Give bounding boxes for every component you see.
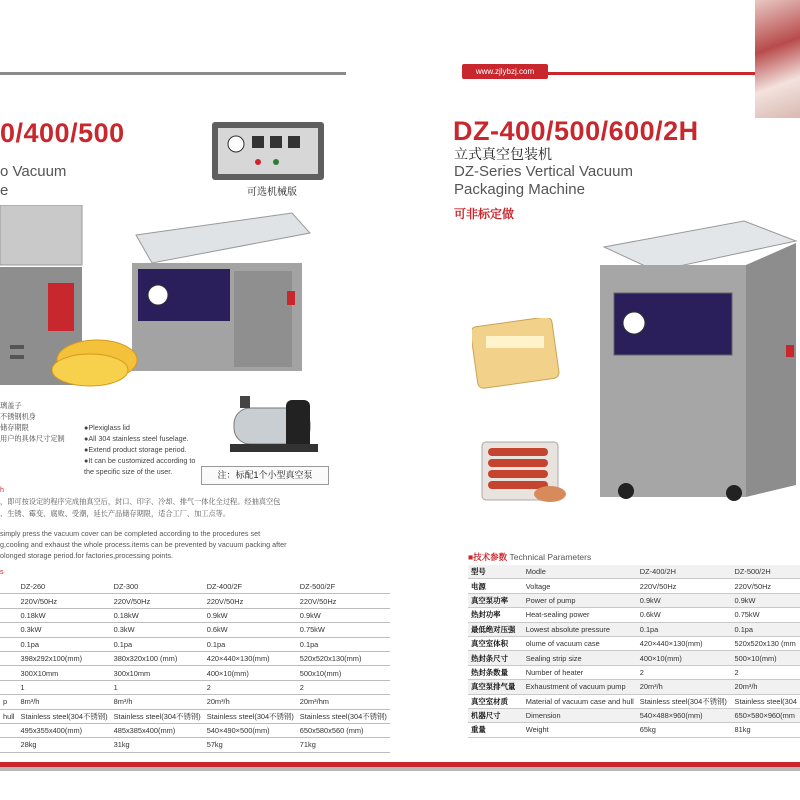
table-cell bbox=[0, 608, 18, 622]
table-row bbox=[468, 651, 800, 665]
right-cn-title: 立式真空包装机 bbox=[454, 146, 552, 162]
table-cell bbox=[0, 651, 18, 665]
left-model-title: 0/400/500 bbox=[0, 118, 125, 148]
table-cell: 220V/50Hz bbox=[637, 579, 732, 593]
right-spec-table bbox=[468, 565, 800, 738]
table-cell: 真空泵排气量 bbox=[468, 680, 523, 694]
table-cell: DZ-300 bbox=[111, 580, 204, 594]
table-cell: Exhaustment of vacuum pump bbox=[523, 680, 637, 694]
table-cell: 650x580x560 (mm) bbox=[297, 723, 390, 737]
table-cell bbox=[0, 738, 18, 752]
table-cell: Modle bbox=[523, 565, 637, 579]
table-cell: 热封功率 bbox=[468, 608, 523, 622]
table-cell: 220V/50Hz bbox=[111, 594, 204, 608]
table-row bbox=[0, 723, 390, 737]
table-cell: DZ-500/2F bbox=[297, 580, 390, 594]
table-cell: 220V/50Hz bbox=[18, 594, 111, 608]
table-cell: 495x355x400(mm) bbox=[18, 723, 111, 737]
table-cell: 0.9kW bbox=[637, 593, 732, 607]
table-cell: 1 bbox=[18, 680, 111, 694]
table-cell bbox=[0, 666, 18, 680]
table-cell bbox=[0, 680, 18, 694]
vertical-machine-image bbox=[596, 215, 800, 505]
table-cell bbox=[0, 594, 18, 608]
table-row bbox=[0, 666, 390, 680]
left-table-tag: s bbox=[0, 567, 4, 576]
table-cell: 型号 bbox=[468, 565, 523, 579]
feature-cn-2: 不锈钢机身 bbox=[0, 412, 36, 421]
sealed-food-pouch-image bbox=[472, 318, 562, 390]
table-row bbox=[0, 594, 390, 608]
table-row bbox=[0, 580, 390, 594]
sausage-pack-image bbox=[480, 432, 574, 508]
vacuum-pump-image bbox=[226, 392, 326, 462]
table-cell: 500x10(mm) bbox=[297, 666, 390, 680]
table-cell: 0.1pa bbox=[732, 622, 800, 636]
header-divider-right bbox=[548, 72, 768, 75]
left-description-cn-2: 、生锈、霉变、腐败、受潮，延长产品储存期限，适合工厂、加工点等。 bbox=[0, 509, 231, 518]
table-cell bbox=[0, 637, 18, 651]
table-cell bbox=[0, 623, 18, 637]
table-row bbox=[0, 680, 390, 694]
table-cell: 2 bbox=[204, 680, 297, 694]
table-cell: 0.18kW bbox=[18, 608, 111, 622]
feature-en-3: ●Extend product storage period. bbox=[84, 445, 187, 454]
table-row bbox=[468, 593, 800, 607]
table-cell: Stainless steel(304 bbox=[732, 694, 800, 708]
table-cell: 20m³/h bbox=[637, 680, 732, 694]
table-cell: 热封条尺寸 bbox=[468, 651, 523, 665]
feature-en-2: ●All 304 stainless steel fuselage. bbox=[84, 434, 189, 443]
table-cell: 71kg bbox=[297, 738, 390, 752]
table-cell: 0.9kW bbox=[732, 593, 800, 607]
table-cell: Number of heater bbox=[523, 665, 637, 679]
table-cell: Dimension bbox=[523, 708, 637, 722]
standard-pump-note: 注：标配1个小型真空泵 bbox=[201, 466, 329, 485]
table-cell: 20m³/hm bbox=[297, 695, 390, 709]
table-cell: Stainless steel(304不锈钢) bbox=[637, 694, 732, 708]
customizable-label: 可非标定做 bbox=[454, 207, 515, 221]
left-subtitle-1: o Vacuum bbox=[0, 163, 67, 180]
table-cell: 31kg bbox=[111, 738, 204, 752]
table-row bbox=[468, 565, 800, 579]
table-cell: Lowest absolute pressure bbox=[523, 622, 637, 636]
table-row bbox=[468, 608, 800, 622]
table-cell: 8m³/h bbox=[18, 695, 111, 709]
table-cell: Power of pump bbox=[523, 593, 637, 607]
table-row bbox=[0, 608, 390, 622]
left-description-cn-1: ，即可按设定的程序完成抽真空后，封口、印字、冷却、排气一体化全过程。经抽真空包 bbox=[0, 497, 281, 506]
table-cell: 420×440×130(mm) bbox=[204, 651, 297, 665]
feature-cn-4: 用户的具体尺寸定制 bbox=[0, 434, 65, 443]
features-en bbox=[84, 422, 195, 477]
table-row bbox=[468, 579, 800, 593]
table-cell: 81kg bbox=[732, 723, 800, 737]
table-cell: DZ-500/2H bbox=[732, 565, 800, 579]
feature-en-1: ●Plexiglass lid bbox=[84, 423, 130, 432]
table-cell: 0.9kW bbox=[297, 608, 390, 622]
table-cell: Voltage bbox=[523, 579, 637, 593]
tech-params-cn: ■技术参数 bbox=[468, 552, 508, 562]
table-cell: 电源 bbox=[468, 579, 523, 593]
table-cell: hull bbox=[0, 709, 18, 723]
table-cell: 0.1pa bbox=[204, 637, 297, 651]
table-cell: 540×490×500(mm) bbox=[204, 723, 297, 737]
table-cell: 0.1pa bbox=[637, 622, 732, 636]
table-cell: p bbox=[0, 695, 18, 709]
table-cell: DZ-260 bbox=[18, 580, 111, 594]
table-cell: 最低绝对压强 bbox=[468, 622, 523, 636]
table-cell: 400×10(mm) bbox=[637, 651, 732, 665]
table-cell: 8m³/h bbox=[111, 695, 204, 709]
table-cell: 0.75kW bbox=[732, 608, 800, 622]
meat-photo bbox=[755, 0, 800, 118]
table-cell: 0.3kW bbox=[18, 623, 111, 637]
right-model-title: DZ-400/500/600/2H bbox=[453, 116, 699, 146]
table-cell: 重量 bbox=[468, 723, 523, 737]
table-cell: Stainless steel(304不锈钢) bbox=[111, 709, 204, 723]
table-cell: 540×488×960(mm) bbox=[637, 708, 732, 722]
table-cell: 0.6kW bbox=[204, 623, 297, 637]
table-row bbox=[0, 623, 390, 637]
table-row bbox=[0, 738, 390, 752]
table-cell: olume of vacuum case bbox=[523, 636, 637, 650]
header-divider-left bbox=[0, 72, 346, 75]
table-cell: 0.3kW bbox=[111, 623, 204, 637]
table-row bbox=[468, 708, 800, 722]
table-row bbox=[468, 680, 800, 694]
table-cell: 20m³/h bbox=[204, 695, 297, 709]
table-cell: 520x520x130(mm) bbox=[297, 651, 390, 665]
table-cell: 28kg bbox=[18, 738, 111, 752]
table-row bbox=[0, 709, 390, 723]
feature-en-4: ●It can be customized according to bbox=[84, 456, 196, 465]
left-description-en-1: simply press the vacuum cover can be completed according to the procedures set bbox=[0, 529, 261, 538]
table-cell: 2 bbox=[732, 665, 800, 679]
table-cell: 398x292x100(mm) bbox=[18, 651, 111, 665]
table-cell: Material of vacuum case and hull bbox=[523, 694, 637, 708]
table-cell: 300X10mm bbox=[18, 666, 111, 680]
table-cell: 220V/50Hz bbox=[204, 594, 297, 608]
tech-params-heading bbox=[468, 551, 591, 563]
corn-product-image bbox=[52, 332, 142, 394]
table-row bbox=[468, 636, 800, 650]
table-cell: 500×10(mm) bbox=[732, 651, 800, 665]
right-en-title-2: Packaging Machine bbox=[454, 181, 585, 198]
table-cell: Sealing strip size bbox=[523, 651, 637, 665]
table-cell: DZ-400/2H bbox=[637, 565, 732, 579]
table-cell: 真空室体积 bbox=[468, 636, 523, 650]
table-cell: 0.6kW bbox=[637, 608, 732, 622]
table-cell bbox=[0, 723, 18, 737]
table-cell: 400×10(mm) bbox=[204, 666, 297, 680]
footer-gray-bar bbox=[0, 767, 800, 771]
tabletop-machine-image bbox=[122, 205, 312, 375]
tech-params-en: Technical Parameters bbox=[509, 552, 592, 562]
table-cell: 380x320x100 (mm) bbox=[111, 651, 204, 665]
table-cell: 420×440×130(mm) bbox=[637, 636, 732, 650]
table-cell: 热封条数量 bbox=[468, 665, 523, 679]
table-cell: 0.75kW bbox=[297, 623, 390, 637]
left-section-letter: h bbox=[0, 485, 4, 494]
table-cell: 220V/50Hz bbox=[297, 594, 390, 608]
table-cell: 2 bbox=[297, 680, 390, 694]
left-description-en-2: g,cooling and exhaust the whole process.items can be prevented by vacuum packing after bbox=[0, 540, 287, 549]
table-cell: 300x10mm bbox=[111, 666, 204, 680]
left-subtitle-2: e bbox=[0, 182, 9, 199]
feature-cn-3: 储存期限 bbox=[0, 423, 29, 432]
table-cell: 0.1pa bbox=[18, 637, 111, 651]
table-row bbox=[468, 694, 800, 708]
table-row bbox=[468, 723, 800, 737]
table-cell: 0.1pa bbox=[297, 637, 390, 651]
table-cell: 真空泵功率 bbox=[468, 593, 523, 607]
table-row bbox=[0, 695, 390, 709]
table-cell: 0.18kW bbox=[111, 608, 204, 622]
features-cn bbox=[0, 400, 65, 444]
table-cell: Stainless steel(304不锈钢) bbox=[18, 709, 111, 723]
table-cell: 0.9kW bbox=[204, 608, 297, 622]
table-cell: 20m³/h bbox=[732, 680, 800, 694]
table-cell: Weight bbox=[523, 723, 637, 737]
table-cell: 2 bbox=[637, 665, 732, 679]
table-cell: 650×580×960(mm bbox=[732, 708, 800, 722]
right-en-title-1: DZ-Series Vertical Vacuum bbox=[454, 163, 633, 180]
table-cell: 1 bbox=[111, 680, 204, 694]
table-cell: Stainless steel(304不锈钢) bbox=[297, 709, 390, 723]
table-cell: 0.1pa bbox=[111, 637, 204, 651]
mechanical-panel-image bbox=[212, 122, 324, 180]
table-cell: 57kg bbox=[204, 738, 297, 752]
table-row bbox=[468, 665, 800, 679]
table-cell: 485x385x400(mm) bbox=[111, 723, 204, 737]
table-cell: 65kg bbox=[637, 723, 732, 737]
table-row bbox=[0, 637, 390, 651]
left-spec-table bbox=[0, 580, 390, 753]
website-badge: www.zjlybzj.com bbox=[462, 64, 548, 79]
table-cell bbox=[0, 580, 18, 594]
mech-caption: 可选机械版 bbox=[247, 187, 297, 198]
table-cell: DZ-400/2F bbox=[204, 580, 297, 594]
left-description-en-3: olonged storage period.for factories,processing points. bbox=[0, 551, 174, 560]
feature-cn-1: 璃盖子 bbox=[0, 401, 22, 410]
table-row bbox=[0, 651, 390, 665]
table-cell: 220V/50Hz bbox=[732, 579, 800, 593]
table-cell: 机器尺寸 bbox=[468, 708, 523, 722]
table-cell: 520x520x130 (mm bbox=[732, 636, 800, 650]
table-cell: Heat-sealing power bbox=[523, 608, 637, 622]
table-cell: 真空室材质 bbox=[468, 694, 523, 708]
feature-en-5: the specific size of the user. bbox=[84, 467, 173, 476]
table-row bbox=[468, 622, 800, 636]
table-cell: Stainless steel(304不锈钢) bbox=[204, 709, 297, 723]
